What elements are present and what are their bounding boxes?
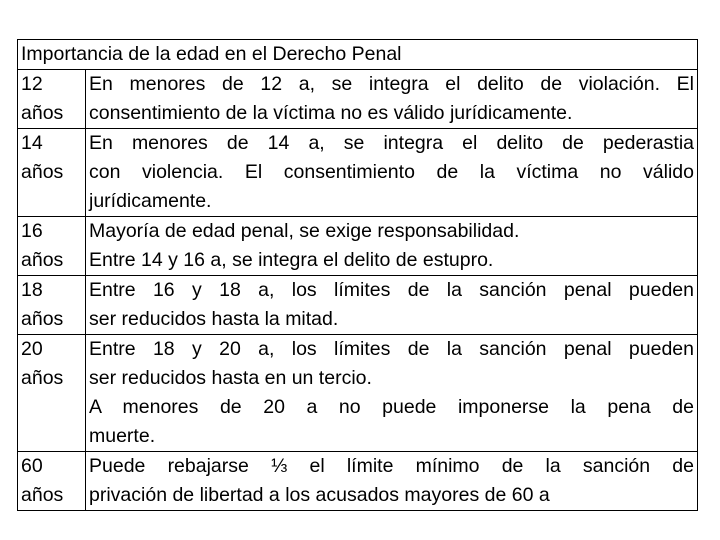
age-cell [18, 276, 86, 335]
age-number: 12 [21, 73, 43, 95]
table-row [18, 217, 698, 276]
description-line: ser reducidos hasta en un tercio. [89, 367, 372, 389]
table-row [18, 276, 698, 335]
age-number: 60 [21, 455, 43, 477]
description-cell [86, 70, 698, 129]
age-unit: años [21, 161, 64, 183]
age-importance-table [17, 39, 698, 511]
description-line: ser reducidos hasta la mitad. [89, 308, 339, 330]
age-table-container [17, 39, 697, 511]
age-unit: años [21, 308, 64, 330]
age-number: 20 [21, 338, 43, 360]
description-line: jurídicamente. [89, 190, 212, 212]
age-number: 18 [21, 279, 43, 301]
description-cell [86, 335, 698, 452]
age-cell [18, 129, 86, 217]
description-line: consentimiento de la víctima no es válido jurídicamente. [89, 102, 573, 124]
description-cell [86, 276, 698, 335]
age-unit: años [21, 249, 64, 271]
description-line: Mayoría de edad penal, se exige responsabilidad. [89, 220, 520, 242]
description-line: Entre 14 y 16 a, se integra el delito de estupro. [89, 249, 494, 271]
table-row [18, 129, 698, 217]
description-cell [86, 129, 698, 217]
table-title: Importancia de la edad en el Derecho Penal [18, 40, 698, 70]
age-cell [18, 70, 86, 129]
description-line: muerte. [89, 425, 156, 447]
table-row [18, 335, 698, 452]
age-number: 16 [21, 220, 43, 242]
age-unit: años [21, 102, 64, 124]
description-cell [86, 452, 698, 511]
description-line: En menores de 14 a, se integra el delito de pederastia [89, 132, 694, 154]
age-unit: años [21, 484, 64, 506]
description-line: con violencia. El consentimiento de la víctima no válido [89, 161, 694, 183]
description-cell [86, 217, 698, 276]
age-number: 14 [21, 132, 43, 154]
description-line: Entre 18 y 20 a, los límites de la sanción penal pueden [89, 338, 694, 360]
age-cell [18, 452, 86, 511]
age-unit: años [21, 367, 64, 389]
description-line: Entre 16 y 18 a, los límites de la sanción penal pueden [89, 279, 694, 301]
description-line: Puede rebajarse ⅓ el límite mínimo de la sanción de [89, 455, 694, 477]
description-line: A menores de 20 a no puede imponerse la pena de [89, 396, 694, 418]
table-row [18, 70, 698, 129]
table-row [18, 452, 698, 511]
table-title-row [18, 40, 698, 70]
description-line: privación de libertad a los acusados mayores de 60 a [89, 484, 550, 506]
age-cell [18, 217, 86, 276]
description-line: En menores de 12 a, se integra el delito de violación. El [89, 73, 694, 95]
age-cell [18, 335, 86, 452]
